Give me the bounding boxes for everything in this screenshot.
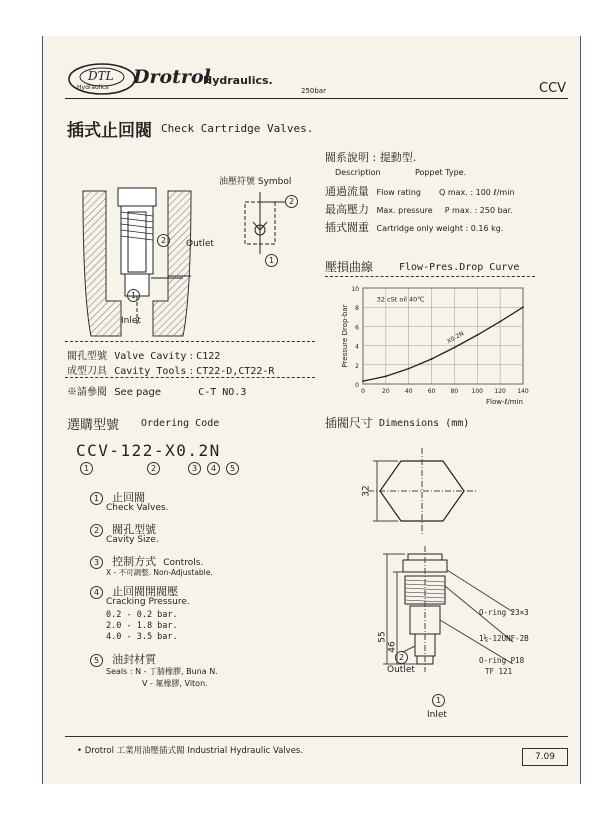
ordering-code: CCV-122-X0.2N bbox=[76, 441, 221, 460]
series-label: X0.2N bbox=[445, 330, 466, 346]
x-tick-label: 0 bbox=[361, 388, 365, 395]
x-tick-label: 40 bbox=[404, 388, 413, 395]
series-point bbox=[522, 306, 524, 308]
series-point bbox=[362, 380, 364, 382]
dim-oring-1: O-ring 23×3 bbox=[479, 608, 529, 617]
item-2-num: 2 bbox=[90, 524, 103, 537]
item-2-en: Cavity Size. bbox=[106, 535, 159, 545]
chart-title-rule bbox=[325, 276, 535, 277]
symbol-port1: 1 bbox=[265, 254, 278, 267]
page-number: 7.09 bbox=[534, 752, 556, 762]
ordering-items bbox=[90, 486, 320, 696]
spec-4-zh: 插式閥重 bbox=[325, 221, 369, 234]
dim-port2: 2 bbox=[395, 651, 408, 664]
cavity-row2-en: Cavity Tools bbox=[114, 366, 187, 377]
spec-2-zh: 通過流量 bbox=[325, 185, 369, 198]
item-1-num: 1 bbox=[90, 492, 103, 505]
item-4-line-1: 0.2 - 0.2 bar. bbox=[106, 610, 178, 620]
page-number-box bbox=[522, 748, 568, 766]
cavity-ref-zh: ※請參閱 bbox=[67, 387, 107, 398]
cavity-reference bbox=[67, 383, 246, 398]
pressure-note: 250bar bbox=[301, 87, 326, 95]
series-line bbox=[363, 307, 523, 381]
spec-1-value: 提動型. bbox=[379, 151, 417, 164]
footer-rule bbox=[65, 736, 568, 737]
y-tick-label: 2 bbox=[355, 362, 359, 370]
symbol-port2: 2 bbox=[285, 195, 298, 208]
spec-4-value: Cartridge only weight : 0.16 kg. bbox=[376, 224, 504, 233]
item-3-num: 3 bbox=[90, 556, 103, 569]
item-3-zh: 控制方式 bbox=[112, 555, 157, 568]
x-tick-label: 20 bbox=[382, 388, 390, 395]
code-num-1: 1 bbox=[80, 462, 93, 475]
dim-oring-2: O-ring P18 bbox=[479, 656, 525, 665]
title-en: Check Cartridge Valves. bbox=[161, 122, 314, 135]
code-num-5: 5 bbox=[226, 462, 239, 475]
series-point bbox=[431, 358, 433, 360]
section-port1: 1 bbox=[127, 289, 140, 302]
spec-1-en: Description bbox=[335, 168, 381, 177]
item-4-en: Cracking Pressure. bbox=[106, 597, 190, 607]
datasheet-page: DTL Hydraulics Drotrol Hydraulics. 250bar CCV 插式止回閥 Check Cartridge Valves. 2 Outlet 1 Inlet 油壓符號 Symbol 2 1 閥系說明 : 提動型. Description Poppet Type. 通過流量 Flow rating Q max. : 100 ℓ/min 最高壓力 Max. pressure P max. : 250 bar. 插式閥重 Cartridge only weight : 0.16 kg. 壓損曲線 Flow-Pres.Drop Curve 0 2 4 6 8 10 0 20 40 60 80 100 120 140 Flow-ℓ/min Pressure Drop-bar 32 cSt oil 40℃ X0.2N 閥孔型號 Valve Cavity : C122 成型刀具 Cavity Tools : CT22-D,CT22-R ※請參閱 See page C-T NO.3 選購型號 Ordering Code CCV-122-X0.2N 1 2 3 4 5 1 止回閥 Check Valves. 2 閥孔型號 Cavity Size. 3 控制方式 Controls. X - 不可調整. Non-Adjustable. 4 止回閥開閥壓 Cracking Pressure. 0.2 - 0.2 bar. 2.0 - 1.8 bar. 4.0 - 3.5 bar. 5 油封材質 Seals : N - 丁腈橡膠, Buna N. V - 氟橡膠, Viton. 插閥尺寸 Dimensions (mm) 32 55 46 O-ring 23×3 1⅛-12UNF-2B O-ring P18 TF 121 2 Outlet 1 Inlet • Drotrol 工業用油壓插式閥 Industrial Hydraulic Valves. 7.09 bbox=[42, 36, 581, 784]
dim-height-46: 46 bbox=[387, 641, 398, 653]
cavity-top-rule bbox=[65, 341, 315, 342]
dim-inlet-label: Inlet bbox=[427, 710, 447, 720]
spec-1-en-value: Poppet Type. bbox=[415, 168, 467, 177]
cavity-row2-val: CT22-D,CT22-R bbox=[196, 366, 275, 377]
item-4-zh: 止回閥開閥壓 bbox=[112, 585, 179, 598]
x-tick-label: 100 bbox=[471, 388, 484, 395]
series-point bbox=[408, 368, 410, 370]
dim-hex-size: 32 bbox=[361, 485, 372, 497]
item-5-line-2: V - 氟橡膠, Viton. bbox=[142, 679, 208, 688]
symbol-label: 油壓符號 Symbol bbox=[219, 177, 292, 187]
spec-1-zh: 閥系說明 bbox=[325, 151, 369, 164]
dim-outlet-label: Outlet bbox=[387, 665, 415, 675]
header-rule bbox=[65, 98, 568, 99]
item-3-zh-en: Controls. bbox=[163, 558, 204, 568]
series-point bbox=[454, 347, 456, 349]
cavity-row-2: 成型刀具 Cavity Tools : CT22-D,CT22-R bbox=[67, 366, 275, 377]
item-5-num: 5 bbox=[90, 654, 103, 667]
spec-3-value: Max. pressure bbox=[376, 206, 433, 215]
x-axis-label: Flow-ℓ/min bbox=[486, 398, 523, 406]
section-outlet-label: Outlet bbox=[186, 239, 214, 249]
section-inlet-label: Inlet bbox=[121, 316, 141, 326]
x-tick-label: 140 bbox=[517, 388, 529, 395]
item-1-en: Check Valves. bbox=[106, 503, 169, 513]
cavity-ref-val: C-T NO.3 bbox=[198, 387, 247, 398]
spec-2-en-value: Q max. : 100 ℓ/min bbox=[439, 188, 515, 197]
item-4-num: 4 bbox=[90, 586, 103, 599]
cavity-row1-en: Valve Cavity bbox=[114, 351, 187, 362]
series-point bbox=[476, 334, 478, 336]
series-point bbox=[385, 375, 387, 377]
section-port2: 2 bbox=[157, 234, 170, 247]
brand-suffix: Hydraulics. bbox=[203, 74, 273, 87]
dim-tf: TF 121 bbox=[485, 667, 513, 676]
dim-thread: 1⅛-12UNF-2B bbox=[479, 634, 529, 643]
series-point bbox=[499, 321, 501, 323]
ordering-title-zh: 選購型號 bbox=[67, 418, 120, 433]
y-tick-label: 6 bbox=[355, 324, 359, 332]
dimensions-drawing bbox=[343, 436, 573, 696]
item-4-line-3: 4.0 - 3.5 bar. bbox=[106, 632, 178, 642]
model-code: CCV bbox=[539, 81, 567, 96]
y-tick-label: 8 bbox=[355, 305, 359, 313]
cavity-ref-en: See page bbox=[114, 387, 161, 398]
y-tick-label: 4 bbox=[355, 343, 359, 351]
logo-text: DTL bbox=[88, 69, 114, 83]
title-zh: 插式止回閥 bbox=[67, 121, 152, 141]
dim-height-55: 55 bbox=[377, 631, 388, 643]
chart-title-en: Flow-Pres.Drop Curve bbox=[399, 262, 520, 273]
spec-2-value: Flow rating bbox=[376, 188, 422, 197]
cavity-row1-zh: 閥孔型號 bbox=[67, 351, 107, 362]
item-5-zh: 油封材質 bbox=[112, 653, 157, 666]
y-tick-label: 0 bbox=[355, 382, 359, 389]
chart-title-zh: 壓損曲線 bbox=[325, 260, 374, 274]
cavity-row2-zh: 成型刀具 bbox=[67, 366, 107, 377]
y-axis-label: Pressure Drop-bar bbox=[341, 304, 349, 368]
logo-ring-text: Hydraulics bbox=[77, 84, 109, 91]
x-tick-label: 80 bbox=[450, 388, 459, 395]
cavity-row1-val: C122 bbox=[196, 351, 221, 362]
pressure-drop-chart bbox=[325, 280, 545, 415]
spec-3-zh: 最高壓力 bbox=[325, 203, 369, 216]
code-num-3: 3 bbox=[188, 462, 201, 475]
dimensions-title-en: Dimensions (mm) bbox=[379, 418, 470, 429]
code-num-2: 2 bbox=[147, 462, 160, 475]
footer-text: • Drotrol 工業用油壓插式閥 Industrial Hydraulic Valves. bbox=[77, 746, 304, 756]
item-1-zh: 止回閥 bbox=[112, 491, 146, 504]
item-5-line-1: Seals : N - 丁腈橡膠, Buna N. bbox=[106, 667, 218, 676]
valve-section-drawing bbox=[71, 176, 231, 346]
spec-3-en-value: P max. : 250 bar. bbox=[444, 206, 513, 215]
ordering-title-en: Ordering Code bbox=[141, 418, 220, 429]
item-3-en: X - 不可調整. Non-Adjustable. bbox=[106, 568, 213, 577]
x-tick-label: 120 bbox=[494, 388, 506, 395]
chart-annotation: 32 cSt oil 40℃ bbox=[376, 295, 425, 304]
code-num-4: 4 bbox=[207, 462, 220, 475]
item-4-line-2: 2.0 - 1.8 bar. bbox=[106, 621, 178, 631]
y-tick-label: 10 bbox=[351, 286, 359, 293]
cavity-bottom-rule bbox=[65, 377, 315, 378]
item-2-zh: 閥孔型號 bbox=[112, 523, 157, 536]
brand-name: Drotrol bbox=[133, 66, 211, 88]
dim-port1: 1 bbox=[432, 694, 445, 707]
x-tick-label: 60 bbox=[427, 388, 436, 395]
dimensions-title-zh: 插閥尺寸 bbox=[325, 416, 374, 430]
cavity-row-1: 閥孔型號 Valve Cavity : C122 bbox=[67, 351, 221, 362]
